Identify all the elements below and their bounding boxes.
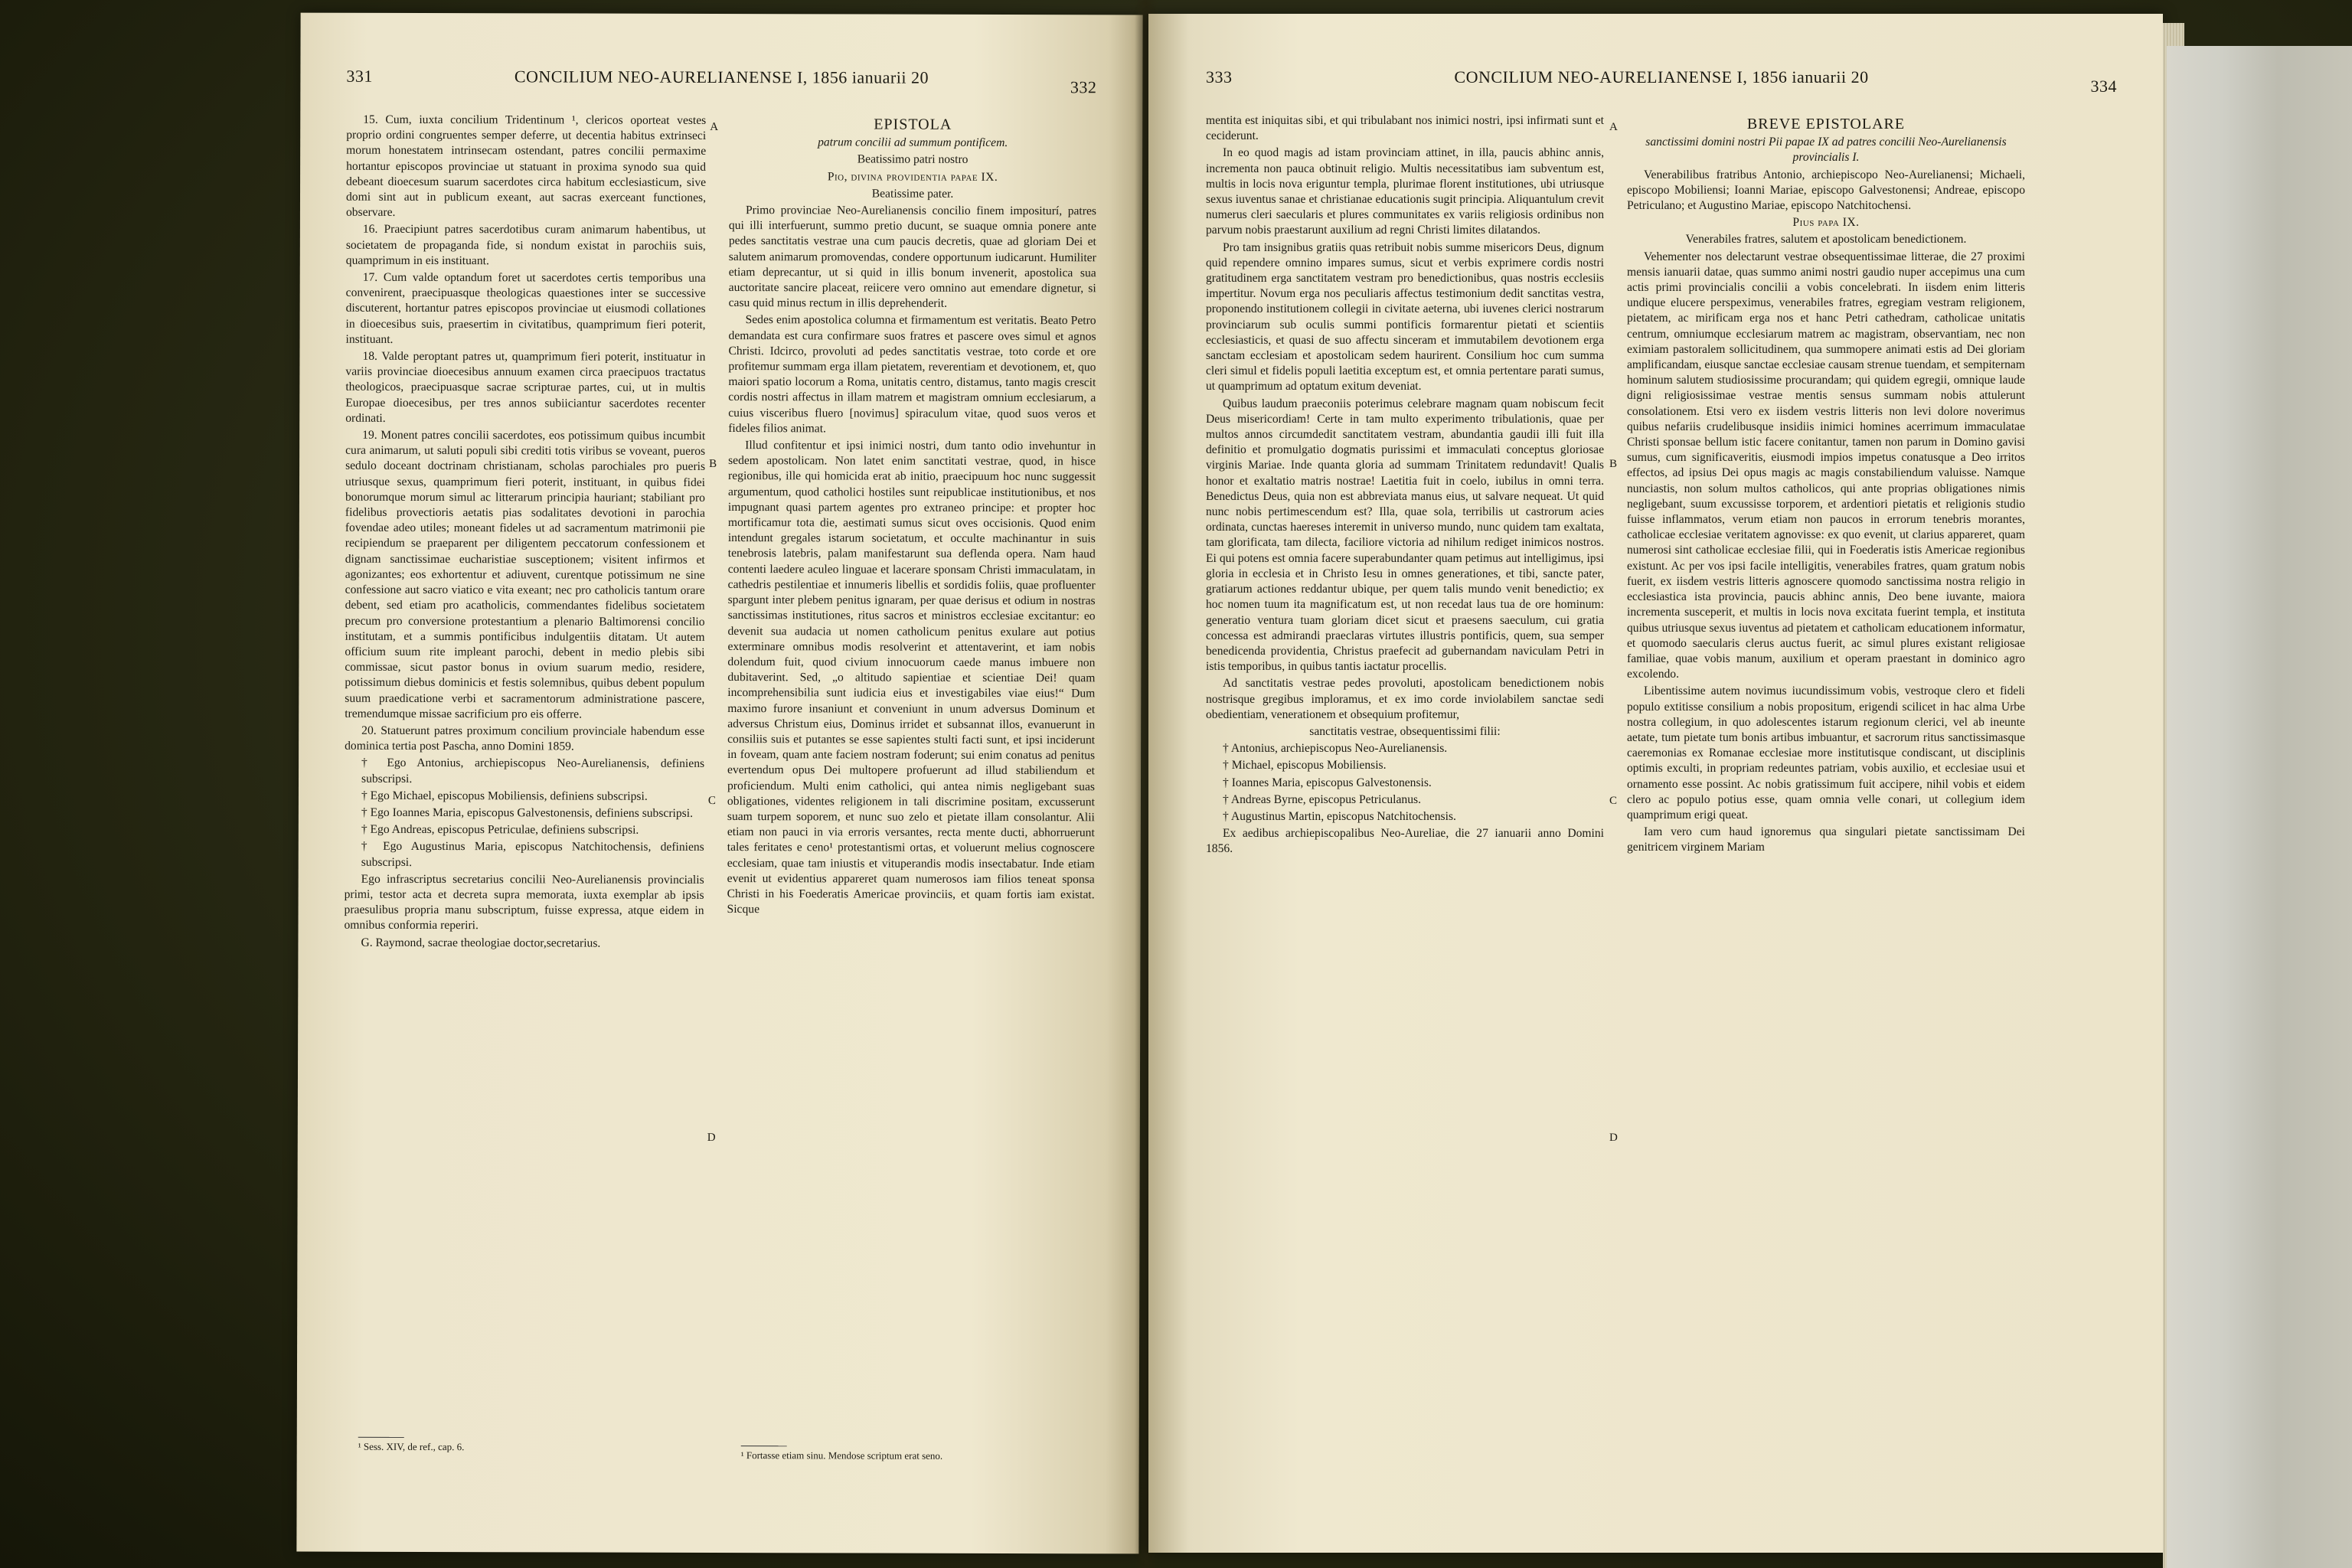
paragraph: In eo quod magis ad istam provinciam attinet, in illa, paucis abhinc annis, incrementa non pauca obtinuit religio. Multis necessitatibus iam subventum est, multis in locis nova eriguntur templa, plurimae florent institutiones, ubi utriusque sexus iuventus sanae et christianae educationis sugit principia. Aliquantulum crevit numerus cleri saecularis et plures communitates ex variis religiosis ordinibus non parvum nobis praestarunt auxilium ad regni Christi limites dilatandos. bbox=[1206, 146, 1604, 237]
paragraph: Ad sanctitatis vestrae pedes provoluti, apostolicam benedictionem nobis nostrisque gregibus imploramus, et ex imo corde inviolabilem sanctae sedi obedientiam, venerationem et obsequium profitemur, bbox=[1206, 677, 1604, 721]
paragraph: Iam vero cum haud ignoremus qua singulari pietate sanctissimam Dei genitricem virginem Mariam bbox=[1627, 825, 2025, 854]
salutation: Beatissimo patri nostro bbox=[857, 152, 969, 167]
page-number-332: 332 bbox=[1070, 77, 1097, 97]
salutation-address: Beatissime pater. bbox=[871, 187, 954, 201]
signature-line: † Andreas Byrne, episcopus Petriculanus. bbox=[1223, 792, 1421, 806]
breve-heading: BREVE EPISTOLARE bbox=[1746, 116, 1906, 132]
epistola-subheading: patrum concilii ad summum pontificem. bbox=[818, 136, 1008, 150]
running-title: CONCILIUM NEO-AURELIANENSE I, 1856 ianuarii 20 bbox=[514, 67, 929, 87]
footnote-text: ¹ Fortasse etiam sinu. Mendose scriptum erat seno. bbox=[740, 1449, 943, 1462]
margin-marker-b: B bbox=[1609, 458, 1618, 470]
right-page-column-1 bbox=[1206, 113, 1604, 859]
attestation: Ego infrascriptus secretarius concilii Neo-Aurelianensis provincialis primi, testor acta et decreta supra memorata, iuxta exemplar ab ipsis praesulibus propria manu subscriptum, fuisse expressa, atque eidem in omnibus conformia reperiri. bbox=[344, 872, 704, 933]
signature-line: † Ego Augustinus Maria, episcopus Natchitochensis, definiens subscripsi. bbox=[361, 840, 704, 869]
signature-line: † Antonius, archiepiscopus Neo-Aurelianensis. bbox=[1223, 742, 1448, 756]
margin-marker-d: D bbox=[1609, 1132, 1618, 1144]
closing-line: sanctitatis vestrae, obsequentissimi filii: bbox=[1309, 724, 1501, 738]
address-block: Venerabilibus fratribus Antonio, archiepiscopo Neo-Aurelianensi; Michaeli, episcopo Mobiliensi; Ioanni Mariae, episcopo Galvestonensi; Andreae, episcopo Petriculano; et Augustino Mariae, episcopo Natchitochensi. bbox=[1627, 168, 2025, 213]
epistola-heading: EPISTOLA bbox=[874, 116, 952, 133]
signature-line: † Ego Michael, episcopus Mobiliensis, definiens subscripsi. bbox=[361, 789, 648, 803]
page-number-331: 331 bbox=[346, 66, 373, 86]
footnote-right bbox=[741, 1446, 1086, 1462]
margin-marker-c: C bbox=[707, 794, 716, 807]
margin-marker-a: A bbox=[1609, 121, 1618, 133]
signature-line: † Ego Antonius, archiepiscopus Neo-Aurelianensis, definiens subscripsi. bbox=[361, 756, 705, 786]
greeting: Venerabiles fratres, salutem et apostolicam benedictionem. bbox=[1685, 233, 1967, 247]
paragraph: 15. Cum, iuxta concilium Tridentinum ¹, clericos oporteat vestes proprio ordini congruentes semper deferre, ut decentia habitus extrinseci morum honestatem intrinsecam ostendant, patres concilii permaxime hortantur episcopos provinciae ut statuant in proxima synodo sua quid debeant dioecesum suarum sacerdotes circa habitum ecclesiasticum, sive domi sint aut in publicum exeant, aut sacras exerceant functiones, observare. bbox=[345, 113, 707, 220]
paragraph: Primo provinciae Neo-Aurelianensis concilio finem impositurí, patres qui illi interfuerunt, summo pretio ducunt, se suaque omnia ponere ante pedes sanctitatis vestrae una cum paucis decretis, quae ad gloriam Dei et salutem animarum promovendas, condere opportunum iudicarunt. Humiliter etiam deprecantur, ut si quid in illis bonum invenerit, apostolica sua auctoritate sancire placeat, reiicere vero omnino aut emendare dignetur, si casu quid minus rectum in illis deprehenderit. bbox=[728, 204, 1096, 311]
paragraph: Sedes enim apostolica columna et firmamentum est veritatis. Beato Petro demandata est cura confirmare suos fratres et pascere oves simul et agnos Christi. Idcirco, provoluti ad pedes sanctitatis vestrae, toto corde et ore profitemur summam erga illam pietatem, reverentiam et devotionem, et, quo maiori spatio locorum a Roma, unitatis centro, distamus, tanto magis crescit cordis nostri affectus in illam matrem et magistram omnium ecclesiarum, a cuius visceribus fluero [novimus] spiraculum vitae, quod suos veros et fideles filios animat. bbox=[728, 313, 1096, 436]
margin-marker-d: D bbox=[707, 1131, 716, 1144]
page-number-334: 334 bbox=[2090, 77, 2117, 96]
left-page-column-2 bbox=[727, 113, 1097, 920]
salutation-pope: Pio, divina providentia papae IX. bbox=[827, 169, 998, 184]
paragraph: 16. Praecipiunt patres sacerdotibus curam animarum habentibus, ut societatem de propaganda fide, si nondum existat in parochiis suis, quamprimum in eis instituant. bbox=[345, 223, 706, 268]
left-page bbox=[296, 13, 1142, 1554]
right-page-column-2 bbox=[1627, 113, 2025, 858]
signature-line: † Ioannes Maria, episcopus Galvestonensis. bbox=[1223, 776, 1432, 789]
paragraph: Illud confitentur et ipsi inimici nostri, dum tanto odio invehuntur in sedem apostolicam. Non latet enim sanctitati vestrae, quod, in hisce regionibus, ille qui homicida erat ab initio, praecipuum hoc nunc suggessit argumentum, quod catholici hostiles sunt reipublicae institutionibus, et nos impugnant quasi partem agentes pro extraneo principe: et propter hoc mortificamur tota die, aestimati sumus sicut oves occisionis. Quod enim intendunt gregales istarum societatum, et occulte machinantur in suis tenebrosis latebris, palam manifestarunt sua deflenda opera. Nam haud contenti laedere aculeo linguae et lacerare sponsam Christi immaculatam, in cathedris pestilentiae et innumeris libellis et sordidis foliis, quae profluenter spargunt inter plebem penitus ignaram, per quae derisus et odium in nostras sanctissimas institutiones, ritus sacros et ministros ecclesiae excitantur: eo devenit sua audacia ut nomen catholicum penitus exulare aut potius exterminare omnibus modis resolverint et attentaverint, et iam nobis dolendum fuit, quod civium innocuorum caede manus imbuere non dubitaverint. Sed, „o altitudo sapientiae et scientiae Dei! quam incomprehensibilia sunt iudicia eius et investigabiles viae eius!“ Dum maximo furore insaniunt et conveniunt in unum adversus Dominum et adversus Christum eius, Dominus irridet et subsannat illos, evanuerunt in consiliis suis et putantes se esse sapientes stulti facti sunt, et ipsi inciderunt in foveam, quam ante faciem nostram foderunt; sui enim conatus ad penitus evertendum opus Dei multopere profuerunt ad illud stabiliendum et proficiendum. Multi enim catholici, qui antea nimis negligebant suas obligationes, videntes religionem in tali discrimine positam, excusserunt suam turpem soporem, et nunc suo zelo et pietate illam consolantur. Alii etiam non pauci in via erroris versantes, recta mente ducti, abhorruerunt tales feritates e ceno¹ protestantismi ortas, et voluerunt melius cognoscere ecclesiam, quae tam iniustis et vituperandis modis insectabatur. Inde etiam evenit ut evidentius appareret quam numerosos iam filios teneat sponsa Christi in his Foederatis Americae provinciis, et quam fortis iam existat. Sicque bbox=[727, 439, 1096, 916]
paragraph: Vehementer nos delectarunt vestrae obsequentissimae litterae, die 27 proximi mensis ianuarii datae, quas summo animi nostri gaudio nuper accepimus una cum actis primi provincialis concilii a vobis concelebrati. In iisdem enim litteris undique elucere perspeximus, venerabiles fratres, egregiam vestram religionem, pietatem, ac mirificam erga nos et hanc Petri cathedram, catholicae unitatis centrum, omniumque ecclesiarum matrem ac magistram, observantiam, nec non eximiam pastoralem sollicitudinem, qua summopere animati estis ad Dei gloriam amplificandam, eiusque sanctae ecclesiae causam strenue tuendam, et sempiternam hominum salutem studiosissime procurandam; qui quidem egregii, omnique laude digni religiosissimae vestrae mentis sensus summam nobis attulerunt consolationem. Etsi vero ex iisdem vestris litteris non levi dolore noverimus quibus nefariis crudelibusque insidiis inimici homines acerrimum immaculatae Christi sponsae bellum istic facere conitantur, tamen non parum in Domino gavisi sumus, cum significaveritis, eiusmodi impios impetus conatusque a Deo irritos effectos, ad ipsius Dei opus magis ac magis constabiliendum valuisse. Namque nunciastis, non solum multos catholicos, qui ante proprias obligationes nimis negligebant, suum excussisse torporem, et ardentiori pietatis et religionis studio fuisse inflammatos, verum etiam non paucos in errorum tenebris morantes, catholicae ecclesiae veritatem agnovisse: ex quo evenit, ut clarius appareret, quam numerosi sint catholicae ecclesiae filii, qui in Foederatis istis Americae regionibus existunt. Ac per vos ipsi facile intelligitis, venerabiles fratres, quam gratum nobis fuerit, ex iisdem vestris litteris agnoscere quomodo sanctissima nostra religio in ecclesiastica ista provincia, paucis abhinc annis, Deo bene iuvante, maiora incrementa susceperit, et multis in locis nova excitata fuerint templa, et instituta quibus utriusque sexus iuventus ad pietatem et catholicam educationem informatur, et quomodo saecularis clerus auctus fuerit, ac simul plures existant religiosae familiae, quae vobis manum, auxilium et operam praestant in dominico agro excolendo. bbox=[1627, 250, 2025, 681]
paragraph: 18. Valde peroptant patres ut, quamprimum fieri poterit, instituatur in variis provinciae dioecesibus annuum examen circa praecipuos tractatus theologicos, praecipuasque sacrae scripturae partes, cui, ut in multis Europae dioecesibus, per tres annos subiiciantur sacerdotes recenter ordinati. bbox=[345, 349, 706, 425]
paragraph: 19. Monent patres concilii sacerdotes, eos potissimum quibus incumbit cura animarum, ut saluti populi sibi crediti totis viribus se voveant, pueros sedulo doceant doctrinam christianam, scholas parochiales pro pueris utriusque sexus, quamprimum fieri poterit, instituant, in quibus fidei bonorumque morum simul ac litterarum principia hauriant; stabiliant pro fidelibus provectioris aetatis pias sodalitates devotioni in parochia fovendae adeo utiles; moneant fideles ut ad sacramentum matrimonii pie recipiendum se praeparent per diligentem peccatorum confessionem et dignam sanctissimae eucharistiae susceptionem; visitent infirmos et agonizantes; eos exhortentur et adiuvent, curentque potissimum ne sine confessione aut sacro viatico e vita exeant; nec pro catholicis tantum orare debent, sed etiam pro acatholicis, commendantes fidelibus societatem precum pro conversione protestantium a plenario Baltimorensi concilio institutam, et a summis pontificibus indulgentiis ditatam. Ut autem officium suum rite impleant parochi, debent in medio plebis sibi commissae, sicut pastor bonus in ovium suarum medio, residere, potissimum diebus dominicis et festis solemnibus, quibus debent populum suum praedicatione verbi et sacramentorum administratione pascere, tremendumque missae sacrificium pro eis offerre. bbox=[345, 428, 706, 721]
breve-subheading: sanctissimi domini nostri Pii papae IX ad patres concilii Neo-Aurelianensis provincialis I. bbox=[1645, 136, 2007, 165]
right-page bbox=[1148, 14, 2163, 1553]
next-page-stack bbox=[2167, 46, 2352, 1568]
paragraph: 20. Statuerunt patres proximum concilium provinciale habendum esse dominica tertia post Pascha, anno Domini 1859. bbox=[345, 724, 705, 753]
dateline: Ex aedibus archiepiscopalibus Neo-Aureliae, die 27 ianuarii anno Domini 1856. bbox=[1206, 827, 1604, 856]
signature-line: † Ego Ioannes Maria, episcopus Galvestonensis, definiens subscripsi. bbox=[361, 805, 693, 820]
margin-marker-a: A bbox=[710, 120, 719, 133]
paragraph: 17. Cum valde optandum foret ut sacerdotes certis temporibus una convenirent, praecipuasque theologicas quaestiones inter se successive discuterent, hortantur patres episcopos provinciae ut eiusmodi collationes in dioecesibus suis, praesertim in civitatibus, quamprimum fieri poterit, instituant. bbox=[345, 270, 706, 346]
signature-line: † Ego Andreas, episcopus Petriculae, definiens subscripsi. bbox=[361, 822, 639, 837]
signature-line: † Michael, episcopus Mobiliensis. bbox=[1223, 759, 1387, 773]
margin-marker-c: C bbox=[1609, 795, 1618, 807]
footnote-left bbox=[358, 1437, 695, 1454]
footnote-text: ¹ Sess. XIV, de ref., cap. 6. bbox=[358, 1440, 465, 1453]
paragraph: Quibus laudum praeconiis poterimus celebrare magnam quam nobiscum fecit Deus misericordiam! Certe in tam multo experimento tribulationis, quae per multos annos circumdedit sanctitatem vestram, abundantia gaudii illi fuit illa definitio et promulgatio dogmatis purissimi et immaculati conceptus gloriosae virginis Mariae. Inde quanta gloria ad summam Trinitatem redundavit! Qualis honor et exaltatio matris nostrae! Laetitia fuit in coelo, iubilus in omni terra. Benedictus Deus, quia non est abbreviata manus eius, ut salvare nequeat. Ut quid nunc nobis pertimescendum est? Illa, quae sola, terribilis ut castrorum acies ordinata, cunctas haereses interemit in universo mundo, nunc quidem tam exaltata, tam glorificata, tam dilecta, faciliore victoria ad nihilum rediget inimicos nostros. Ei qui potens est omnia facere superabundanter quam petimus aut intelligimus, ipsi gloria in ecclesia et in Christo Iesu in omnes generationes, et tibi, sancte pater, gratiarum actiones reddantur ubique, per quem talis mundo venit benedictio; ex hoc nomen tuum ita magnificatum est, ut non recedat laus tua de ore hominum: generatio ventura tuam gloriam dicet sicut et praesens saeculum, cui gratia concessa est admirandi praeclaras virtutes illustris pontificis, quem, sua semper benedicenda providentia, Christus praefecit ad gubernandam naviculam Petri in istis temporibus, in quibus tantis iactatur procellis. bbox=[1206, 397, 1604, 674]
page-number-333: 333 bbox=[1206, 67, 1233, 87]
secretary-signature: G. Raymond, sacrae theologiae doctor,secretarius. bbox=[361, 936, 601, 950]
margin-marker-b: B bbox=[709, 457, 717, 470]
running-title: CONCILIUM NEO-AURELIANENSE I, 1856 ianuarii 20 bbox=[1454, 67, 1869, 87]
pope-name: Pius papa IX. bbox=[1792, 216, 1860, 230]
paragraph: Libentissime autem novimus iucundissimum vobis, vestroque clero et fideli populo extitisse consilium a nobis propositum, erigendi scilicet in hac alma Urbe nostra collegium, in quo adolescentes istarum regionum clerici, vel ab ineunte aetate, tum pietate tum bonis artibus imbuantur, et sacrorum ritus sanctissimasque caeremonias ex Romanae ecclesiae more institutisque condiscant, ut disciplinis optimis exculti, in propriam redeuntes patriam, vobis auxilio, et ecclesiae usui et ornamento esse possint. Ac nobis gratissimum fuit accipere, nihil vobis et eidem clero ac populo potius esse, quam omnia velle conari, ut collegium idem quamprimum erigi queat. bbox=[1627, 684, 2025, 822]
left-page-column-1 bbox=[344, 113, 706, 953]
running-head-left bbox=[346, 59, 1096, 100]
paragraph: mentita est iniquitas sibi, et qui tribulabant nos inimici nostri, ipsi infirmati sunt et ceciderunt. bbox=[1206, 114, 1604, 143]
running-head-right bbox=[1206, 60, 2117, 98]
signature-line: † Augustinus Martin, episcopus Natchitochensis. bbox=[1223, 809, 1456, 823]
paragraph: Pro tam insignibus gratiis quas retribuit nobis summe misericors Deus, dignum quid rependere omnino impares sumus, sicut et verbis exprimere cordis nostri gratitudinem erga sanctitatem vestram pro benedictionibus, quas nostris ecclesiis impertitur. Novum erga nos peculiaris affectus testimonium dedit sanctitas vestra, proponendo institutionem collegii in civitate aeterna, ubi iuvenes clerici nostrarum provinciarum sub oculis summi pontificis formarentur pietati et scientiis ecclesiasticis, et quasi de suo affectu sinceram et immutabilem devotionem erga sanctam ecclesiam et apostolicam sedem haurirent. Consilium hoc cum summa cleri simul et fidelis populi laetitia exceptum est, et omnia pertentare parati sumus, ut quamprimum ad optatum exitum deveniat. bbox=[1206, 240, 1604, 394]
